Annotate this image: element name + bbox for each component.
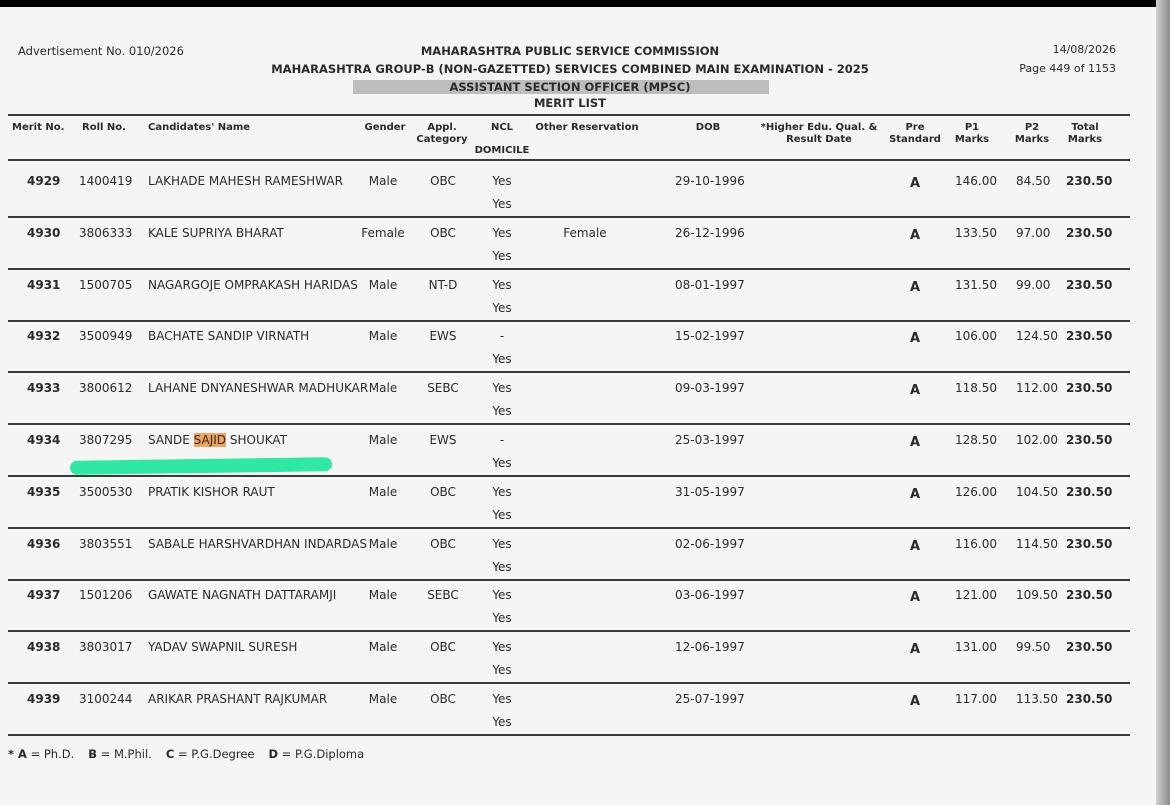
cell-domicile: Yes xyxy=(492,404,512,419)
cell-other: Female xyxy=(563,225,607,240)
cell-ncl: Yes xyxy=(492,225,512,240)
cell-total: 230.50 xyxy=(1066,536,1113,551)
cell-pre: A xyxy=(909,486,921,502)
cell-category: EWS xyxy=(429,433,457,447)
cell-domicile: Yes xyxy=(492,300,512,315)
cell-gender: Male xyxy=(368,381,398,396)
cell-domicile: Yes xyxy=(492,456,512,470)
cell-p1: 121.00 xyxy=(955,588,997,603)
cell-domicile: Yes xyxy=(492,715,512,729)
post-title: ASSISTANT SECTION OFFICER (MPSC) xyxy=(449,80,691,94)
highlighter-marker-stroke xyxy=(70,457,332,475)
cell-roll: 1501206 xyxy=(79,588,133,603)
cell-roll: 3803551 xyxy=(79,536,133,551)
cell-category: OBC xyxy=(430,640,456,655)
cell-ncl: Yes xyxy=(492,536,512,551)
row-rule xyxy=(8,579,1130,581)
cell-dob: 03-06-1997 xyxy=(675,588,745,603)
cell-p1: 128.50 xyxy=(955,433,997,447)
cell-p2: 113.50 xyxy=(1016,692,1058,706)
legend-equals: = xyxy=(278,747,295,761)
cell-name: ARIKAR PRASHANT RAJKUMAR xyxy=(148,692,328,706)
col-merit-no: Merit No. xyxy=(12,122,65,133)
cell-category: NT-D xyxy=(428,277,458,292)
cell-gender: Male xyxy=(368,588,398,603)
cell-p2: 124.50 xyxy=(1016,329,1058,344)
cell-total: 230.50 xyxy=(1066,588,1113,603)
col-gender: Gender xyxy=(364,122,406,133)
legend-item xyxy=(88,747,152,761)
legend-item xyxy=(166,747,255,761)
cell-ncl: Yes xyxy=(492,640,512,655)
cell-p1: 106.00 xyxy=(955,329,997,344)
cell-name: SABALE HARSHVARDHAN INDARDAS xyxy=(148,536,367,551)
cell-domicile: Yes xyxy=(492,352,512,367)
cell-roll: 3100244 xyxy=(79,692,133,706)
row-rule xyxy=(8,682,1130,684)
cell-roll: 1500705 xyxy=(79,277,133,292)
cell-gender: Male xyxy=(368,692,398,706)
cell-gender: Male xyxy=(368,433,398,447)
col-p1-marks: P1 Marks xyxy=(954,122,990,145)
cell-pre: A xyxy=(909,227,921,243)
row-rule xyxy=(8,527,1130,529)
legend-code: C xyxy=(165,747,175,761)
cell-category: OBC xyxy=(430,536,456,551)
cell-merit: 4931 xyxy=(27,277,61,292)
cell-pre: A xyxy=(909,176,921,191)
cell-category: EWS xyxy=(429,329,457,344)
organization-title: MAHARASHTRA PUBLIC SERVICE COMMISSION xyxy=(420,44,720,58)
legend-meaning: P.G.Degree xyxy=(191,747,255,761)
legend-equals: = xyxy=(174,747,192,761)
cell-p1: 131.00 xyxy=(955,640,997,655)
legend xyxy=(8,747,378,761)
cell-merit: 4935 xyxy=(27,484,61,499)
merit-list-title: MERIT LIST xyxy=(533,96,606,110)
cell-ncl: Yes xyxy=(492,277,512,292)
cell-dob: 31-05-1997 xyxy=(675,484,745,499)
cell-total: 230.50 xyxy=(1066,277,1113,292)
cell-p1: 133.50 xyxy=(955,225,997,240)
col-higher-edu: *Higher Edu. Qual. & Result Date xyxy=(760,122,878,145)
legend-meaning: P.G.Diploma xyxy=(294,747,365,761)
cell-name xyxy=(148,433,287,447)
cell-ncl: - xyxy=(499,433,505,447)
legend-equals: = xyxy=(26,747,44,761)
cell-gender: Male xyxy=(368,174,398,188)
cell-total: 230.50 xyxy=(1066,174,1113,188)
table-top-rule xyxy=(8,114,1130,116)
cell-name: LAKHADE MAHESH RAMESHWAR xyxy=(148,174,343,188)
cell-category: OBC xyxy=(430,174,456,188)
col-ncl: NCL xyxy=(490,122,514,133)
cell-category: OBC xyxy=(430,225,456,240)
row-rule xyxy=(8,423,1130,425)
cell-ncl: Yes xyxy=(492,381,512,396)
cell-p2: 99.50 xyxy=(1016,640,1051,655)
legend-code: D xyxy=(268,747,279,761)
cell-name: KALE SUPRIYA BHARAT xyxy=(148,225,284,240)
cell-name: YADAV SWAPNIL SURESH xyxy=(148,640,298,655)
cell-gender: Male xyxy=(368,640,398,655)
row-rule xyxy=(8,734,1130,736)
cell-merit: 4939 xyxy=(27,692,61,706)
cell-ncl: Yes xyxy=(492,174,512,188)
cell-roll: 3803017 xyxy=(79,640,133,655)
cell-merit: 4930 xyxy=(27,225,61,240)
cell-roll: 3500530 xyxy=(79,484,133,499)
legend-code: * A xyxy=(8,747,27,761)
col-roll-no: Roll No. xyxy=(82,122,126,133)
col-domicile: DOMICILE xyxy=(474,145,530,156)
cell-merit: 4932 xyxy=(27,329,61,344)
cell-total: 230.50 xyxy=(1066,381,1113,396)
cell-gender: Female xyxy=(361,225,405,240)
cell-dob: 26-12-1996 xyxy=(675,225,745,240)
cell-gender: Male xyxy=(368,536,398,551)
cell-category: SEBC xyxy=(427,588,459,603)
cell-ncl: Yes xyxy=(492,588,512,603)
cell-p2: 99.00 xyxy=(1016,277,1051,292)
row-rule xyxy=(8,630,1130,632)
cell-pre: A xyxy=(909,383,921,399)
cell-dob: 08-01-1997 xyxy=(675,277,745,292)
col-other-reservation: Other Reservation xyxy=(535,122,639,133)
cell-roll: 3807295 xyxy=(79,433,133,447)
cell-domicile: Yes xyxy=(492,248,512,263)
exam-title: MAHARASHTRA GROUP-B (NON-GAZETTED) SERVICES COMBINED MAIN EXAMINATION - 2025 xyxy=(271,62,869,76)
cell-gender: Male xyxy=(368,329,398,344)
highlighted-name-part: SAJID xyxy=(193,433,227,447)
cell-domicile: Yes xyxy=(492,559,512,574)
cell-dob: 02-06-1997 xyxy=(675,536,745,551)
cell-p1: 126.00 xyxy=(955,484,997,499)
cell-domicile: Yes xyxy=(492,611,512,626)
cell-ncl: - xyxy=(499,329,505,344)
col-p2-marks: P2 Marks xyxy=(1014,122,1050,145)
row-rule xyxy=(8,475,1130,477)
cell-pre: A xyxy=(909,435,921,450)
cell-dob: 09-03-1997 xyxy=(675,381,745,396)
cell-p2: 109.50 xyxy=(1016,588,1058,603)
row-rule xyxy=(8,371,1130,373)
cell-p1: 116.00 xyxy=(955,536,997,551)
cell-name: LAHANE DNYANESHWAR MADHUKAR xyxy=(148,381,369,396)
cell-pre: A xyxy=(909,694,921,709)
cell-p2: 102.00 xyxy=(1016,433,1058,447)
legend-meaning: Ph.D. xyxy=(43,747,75,761)
cell-pre: A xyxy=(909,538,921,554)
cell-domicile: Yes xyxy=(492,197,512,211)
cell-name: GAWATE NAGNATH DATTARAMJI xyxy=(148,588,337,603)
cell-ncl: Yes xyxy=(492,484,512,499)
col-category: Appl. Category xyxy=(416,122,468,145)
cell-category: OBC xyxy=(430,692,456,706)
cell-p2: 104.50 xyxy=(1016,484,1058,499)
legend-equals: = xyxy=(97,747,114,761)
advertisement-number: Advertisement No. 010/2026 xyxy=(18,44,184,58)
cell-pre: A xyxy=(909,279,921,295)
name-part: SHOUKAT xyxy=(226,433,287,447)
cell-gender: Male xyxy=(368,484,398,499)
col-name: Candidates' Name xyxy=(148,122,251,133)
cell-domicile: Yes xyxy=(492,663,512,678)
legend-item xyxy=(8,747,74,761)
cell-pre: A xyxy=(909,590,921,606)
cell-merit: 4936 xyxy=(27,536,61,551)
cell-total: 230.50 xyxy=(1066,225,1113,240)
cell-pre: A xyxy=(909,642,921,658)
cell-merit: 4933 xyxy=(27,381,61,396)
cell-p2: 114.50 xyxy=(1016,536,1058,551)
cell-merit: 4938 xyxy=(27,640,61,655)
cell-total: 230.50 xyxy=(1066,484,1113,499)
cell-dob: 25-03-1997 xyxy=(675,433,745,447)
row-rule xyxy=(8,320,1130,322)
row-rule xyxy=(8,268,1130,270)
cell-p1: 131.50 xyxy=(955,277,997,292)
cell-name: NAGARGOJE OMPRAKASH HARIDAS xyxy=(148,277,358,292)
cell-p1: 117.00 xyxy=(955,692,997,706)
legend-item xyxy=(268,747,364,761)
cell-name: BACHATE SANDIP VIRNATH xyxy=(148,329,310,344)
row-rule xyxy=(8,216,1130,218)
cell-roll: 3806333 xyxy=(79,225,133,240)
col-pre-standard: Pre Standard xyxy=(889,122,941,145)
cell-dob: 25-07-1997 xyxy=(675,692,745,706)
document-date: 14/08/2026 xyxy=(1052,43,1116,56)
cell-dob: 12-06-1997 xyxy=(675,640,745,655)
col-dob: DOB xyxy=(695,122,721,133)
cell-dob: 15-02-1997 xyxy=(675,329,745,344)
page-number: Page 449 of 1153 xyxy=(1019,62,1116,75)
cell-total: 230.50 xyxy=(1066,433,1113,447)
screen-top-bar xyxy=(0,0,1170,7)
cell-dob: 29-10-1996 xyxy=(675,174,745,188)
cell-ncl: Yes xyxy=(492,692,512,706)
cell-merit: 4937 xyxy=(27,588,61,603)
cell-total: 230.50 xyxy=(1066,640,1113,655)
cell-gender: Male xyxy=(368,277,398,292)
legend-code: B xyxy=(88,747,98,761)
cell-name: PRATIK KISHOR RAUT xyxy=(148,484,275,499)
cell-p2: 112.00 xyxy=(1016,381,1058,396)
cell-roll: 1400419 xyxy=(79,174,133,188)
cell-merit: 4929 xyxy=(27,174,61,188)
header-bottom-rule xyxy=(8,159,1130,161)
cell-total: 230.50 xyxy=(1066,329,1113,344)
cell-roll: 3800612 xyxy=(79,381,133,396)
cell-p2: 97.00 xyxy=(1016,225,1051,240)
cell-merit: 4934 xyxy=(27,433,61,447)
cell-p1: 118.50 xyxy=(955,381,997,396)
name-part: SANDE xyxy=(148,433,194,447)
screen-edge xyxy=(1156,0,1170,805)
cell-p2: 84.50 xyxy=(1016,174,1051,188)
col-total-marks: Total Marks xyxy=(1067,122,1103,145)
legend-meaning: M.Phil. xyxy=(113,747,152,761)
cell-roll: 3500949 xyxy=(79,329,133,344)
cell-pre: A xyxy=(909,331,921,347)
cell-category: OBC xyxy=(430,484,456,499)
cell-total: 230.50 xyxy=(1066,692,1113,706)
cell-domicile: Yes xyxy=(492,507,512,522)
cell-category: SEBC xyxy=(427,381,459,396)
cell-p1: 146.00 xyxy=(955,174,997,188)
